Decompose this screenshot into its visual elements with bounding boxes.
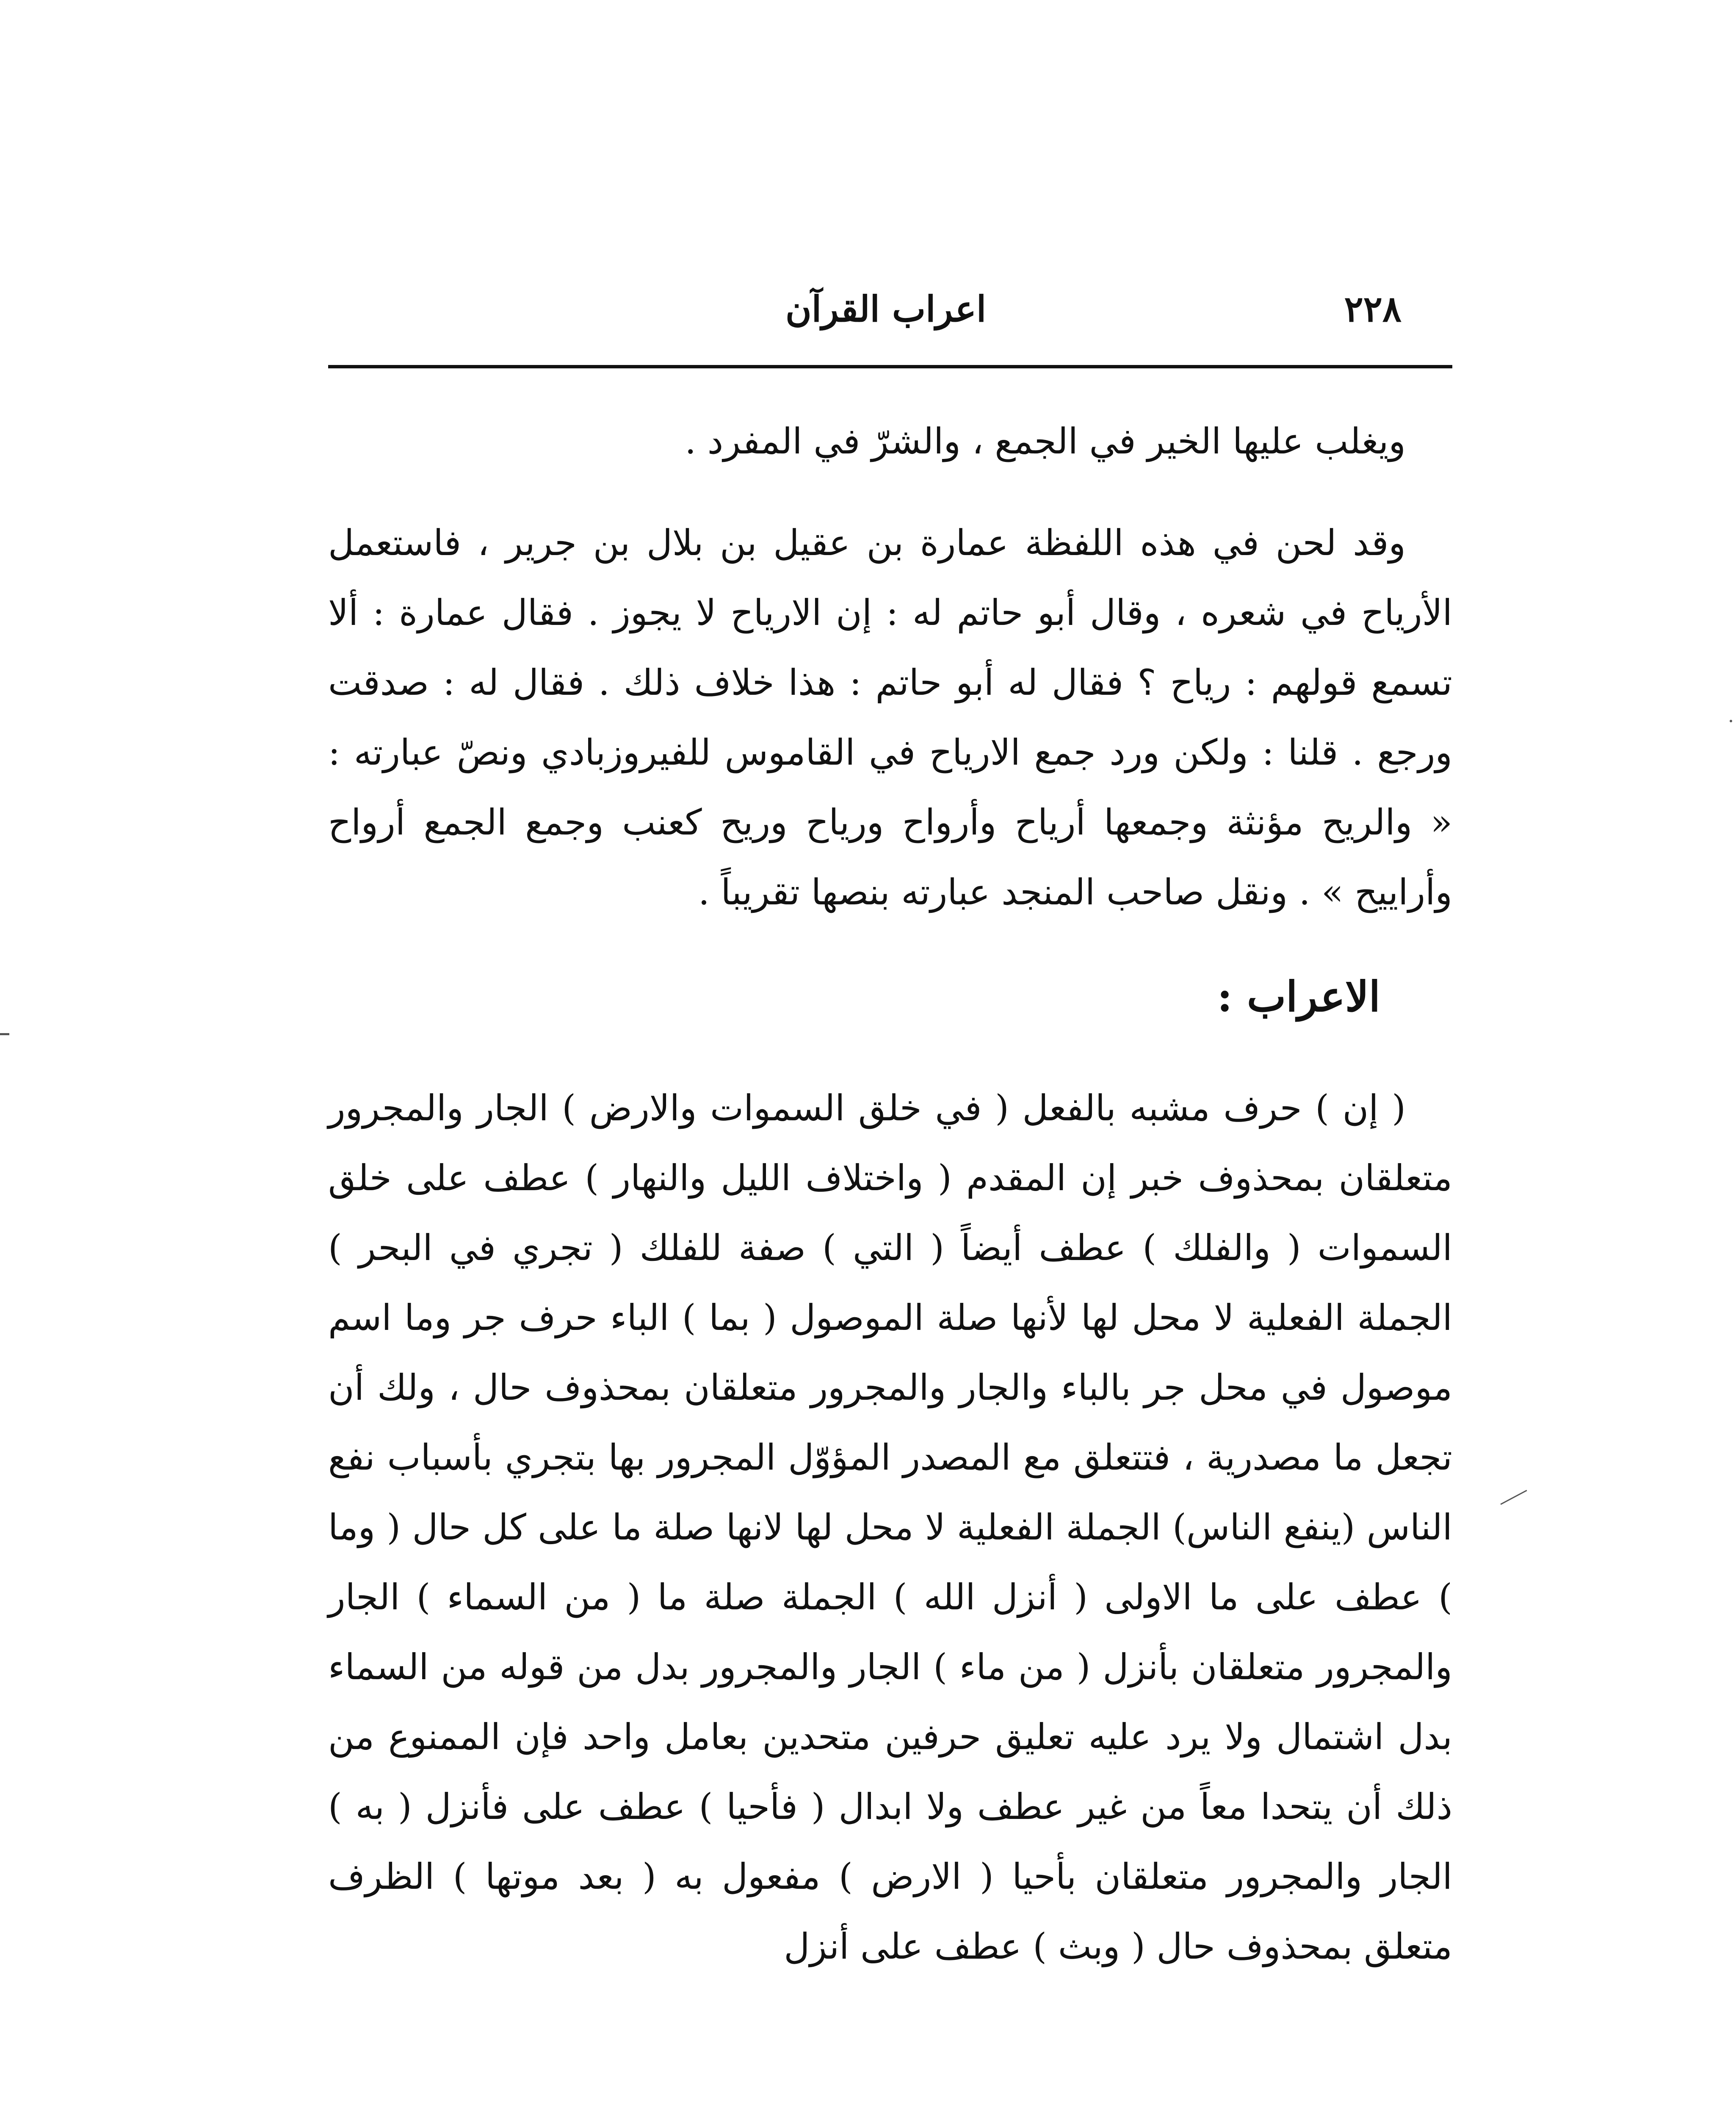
running-header (328, 277, 1452, 341)
scan-mark (1500, 1490, 1527, 1505)
scan-mark (0, 1033, 9, 1035)
header-divider (328, 365, 1452, 368)
paragraph-lexical-note: وقد لحن في هذه اللفظة عمارة بن عقيل بن بلال بن جرير ، فاستعمل الأرياح في شعره ، وقال أبو حاتم له : إن الارياح لا يجوز . فقال عمارة : ألا تسمع قولهم : رياح ؟ فقال له أبو حاتم : هذا خلاف ذلك . فقال له : صدقت ورجع . قلنا : ولكن ورد جمع الارياح في القاموس للفيروزبادي ونصّ عبارته : « والريح مؤنثة وجمعها أرياح وأرواح ورياح وريح كعنب وجمع الجمع أرواح وأراييح » . ونقل صاحب المنجد عبارته بنصها تقريباً . (328, 522, 1452, 913)
paragraph-spacer (328, 927, 1452, 959)
book-title: اعراب القرآن (785, 288, 987, 330)
paragraph-intro: ويغلب عليها الخير في الجمع ، والشرّ في المفرد . (685, 420, 1406, 462)
paragraph-spacer (328, 476, 1452, 508)
scan-mark (1730, 720, 1732, 722)
paragraph-grammatical-analysis: ( إن ) حرف مشبه بالفعل ( في خلق السموات والارض ) الجار والمجرور متعلقان بمحذوف خبر إن المقدم ( واختلاف الليل والنهار ) عطف على خلق السموات ( والفلك ) عطف أيضاً ( التي ) صفة للفلك ( تجري في البحر ) الجملة الفعلية لا محل لها لأنها صلة الموصول ( بما ) الباء حرف جر وما اسم موصول في محل جر بالباء والجار والمجرور متعلقان بمحذوف حال ، ولك أن تجعل ما مصدرية ، فتتعلق مع المصدر المؤوّل المجرور بها بتجري بأسباب نفع الناس (ينفع الناس) الجملة الفعلية لا محل لها لانها صلة ما على كل حال ( وما ) عطف على ما الاولى ( أنزل الله ) الجملة صلة ما ( من السماء ) الجار والمجرور متعلقان بأنزل ( من ماء ) الجار والمجرور بدل من قوله من السماء بدل اشتمال ولا يرد عليه تعليق حرفين متحدين بعامل واحد فإن الممنوع من ذلك أن يتحدا معاً من غير عطف ولا ابدال ( فأحيا ) عطف على فأنزل ( به ) الجار والمجرور متعلقان بأحيا ( الارض ) مفعول به ( بعد موتها ) الظرف متعلق بمحذوف حال ( وبث ) عطف على أنزل (328, 1087, 1452, 1967)
paragraph-spacer (328, 1035, 1452, 1073)
body-text (328, 406, 1452, 1982)
section-heading: الاعراب : (1217, 973, 1380, 1021)
page-number: ٢٢٨ (1344, 288, 1402, 330)
